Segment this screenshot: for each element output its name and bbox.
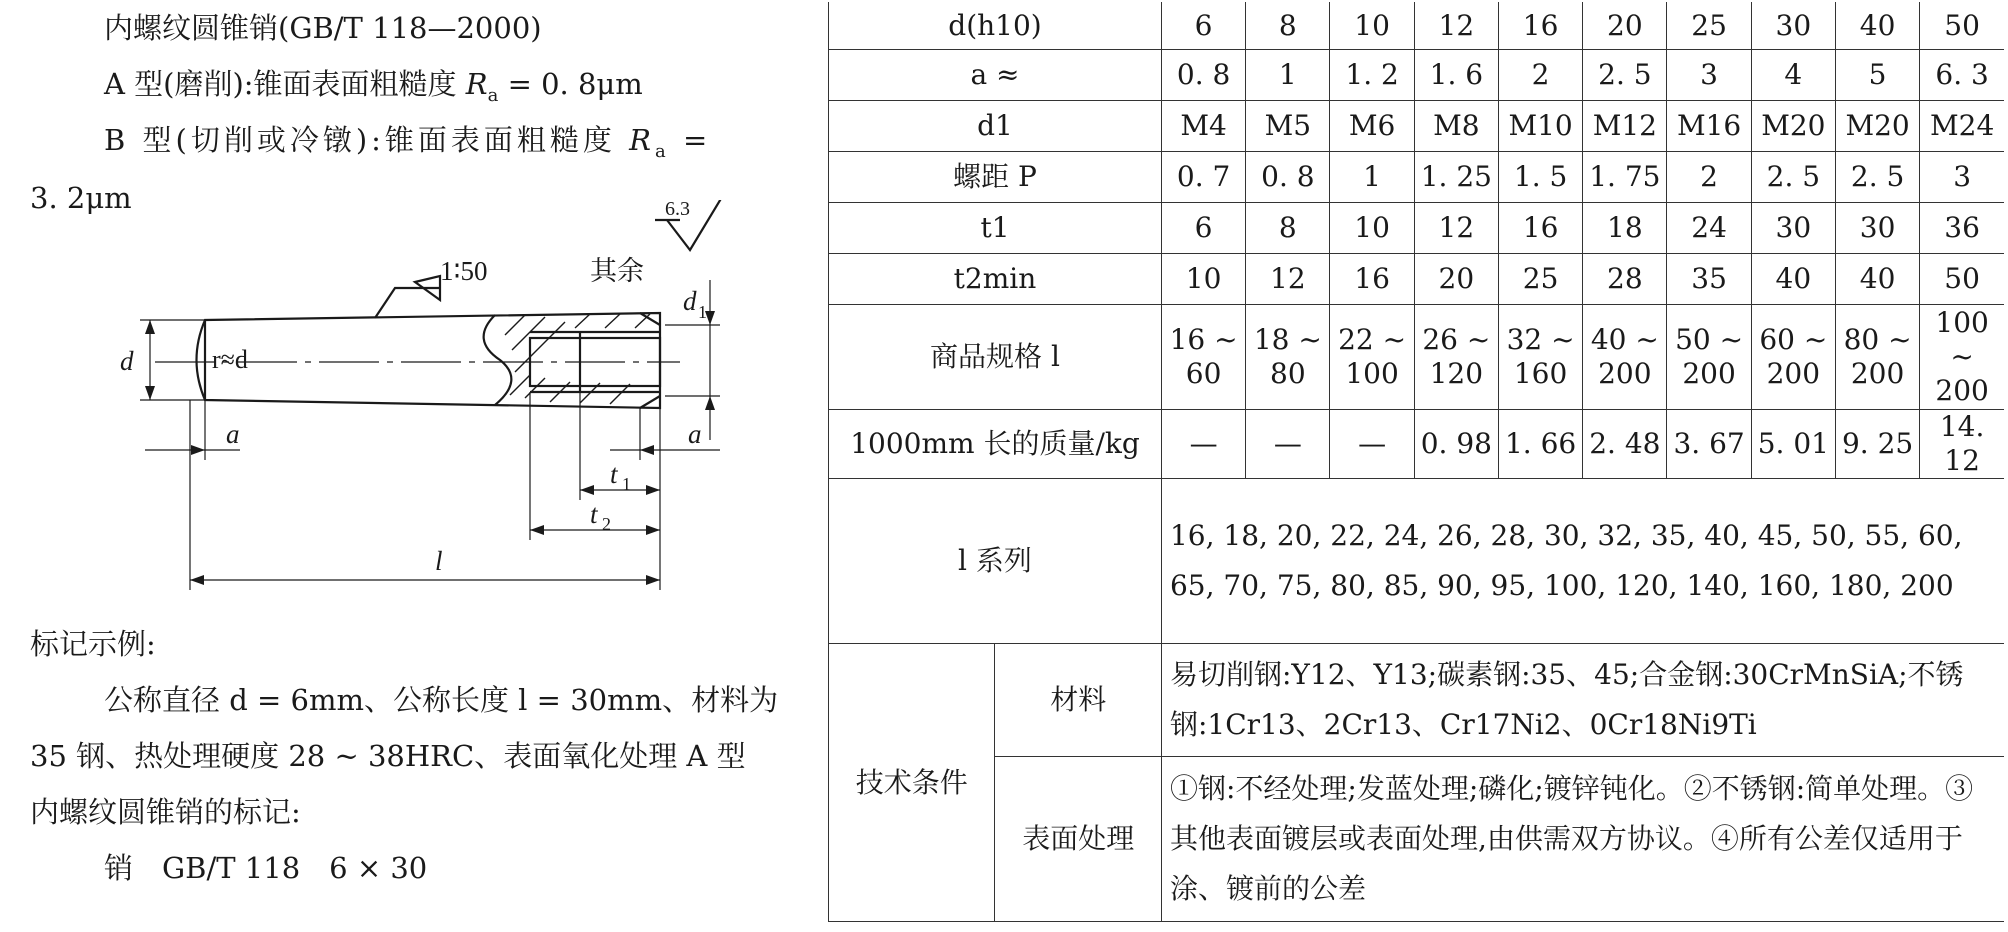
spec-cell: 5. 01	[1751, 410, 1835, 479]
spec-cell: 30	[1751, 203, 1835, 254]
spec-cell: 1. 5	[1498, 152, 1582, 203]
spec-cell: 10	[1330, 2, 1414, 50]
spec-cell: 6	[1161, 2, 1245, 50]
t1-label: t	[610, 459, 618, 489]
spec-row	[829, 305, 2005, 410]
l-series-value: 16, 18, 20, 22, 24, 26, 28, 30, 32, 35, 40, 45, 50, 55, 60, 65, 70, 75, 80, 85, 90, 95, 100, 120, 140, 160, 180, 200	[1161, 479, 2004, 644]
spec-cell: 6. 3	[1920, 50, 2004, 101]
marking-p2: 35 钢、热处理硬度 28 ~ 38HRC、表面氧化处理 A 型	[30, 739, 746, 773]
spec-cell: 100 ~ 200	[1920, 305, 2004, 410]
type-a-value: = 0. 8μm	[507, 67, 643, 101]
spec-cell: —	[1246, 410, 1330, 479]
spec-cell: M24	[1920, 101, 2004, 152]
row-label: d1	[829, 101, 1162, 152]
roughness-value: 6.3	[665, 200, 690, 220]
spec-cell: 10	[1161, 254, 1245, 305]
pin-drawing	[0, 200, 820, 620]
t2-sub: 2	[602, 514, 611, 534]
type-a-text: A 型(磨削):锥面表面粗糙度	[104, 67, 457, 101]
surface-value: ①钢:不经处理;发蓝处理;磷化;镀锌钝化。②不锈钢:简单处理。③其他表面镀层或表面处理,由供需双方协议。④所有公差仅适用于涂、镀前的公差	[1161, 757, 2004, 922]
rb-symbol: R	[629, 123, 655, 157]
t1-sub: 1	[622, 474, 631, 494]
spec-cell: 60 ~ 200	[1751, 305, 1835, 410]
spec-cell: 30	[1751, 2, 1835, 50]
d-label: d	[120, 346, 134, 376]
spec-cell: 25	[1498, 254, 1582, 305]
spec-cell: 6	[1161, 203, 1245, 254]
spec-cell: 3	[1667, 50, 1751, 101]
row-label: 螺距 P	[829, 152, 1162, 203]
material-label: 材料	[995, 644, 1161, 757]
spec-cell: 12	[1414, 203, 1498, 254]
spec-cell: 8	[1246, 2, 1330, 50]
spec-cell: 26 ~ 120	[1414, 305, 1498, 410]
spec-row	[829, 152, 2005, 203]
row-label: d(h10)	[829, 2, 1162, 50]
row-label: a ≈	[829, 50, 1162, 101]
spec-row	[829, 50, 2005, 101]
spec-cell: 0. 98	[1414, 410, 1498, 479]
spec-cell: 22 ~ 100	[1330, 305, 1414, 410]
ra-symbol: R	[465, 67, 488, 101]
marking-p1: 公称直径 d = 6mm、公称长度 l = 30mm、材料为	[104, 683, 779, 717]
spec-cell: M12	[1583, 101, 1667, 152]
spec-cell: 24	[1667, 203, 1751, 254]
spec-cell: 1. 2	[1330, 50, 1414, 101]
row-label: 1000mm 长的质量/kg	[829, 410, 1162, 479]
spec-cell: 20	[1583, 2, 1667, 50]
spec-cell: 36	[1920, 203, 2004, 254]
spec-cell: 2. 48	[1583, 410, 1667, 479]
spec-row	[829, 2, 2005, 50]
a-right-label: a	[688, 419, 702, 449]
spec-cell: 12	[1414, 2, 1498, 50]
l-label: l	[435, 546, 443, 576]
spec-cell: M10	[1498, 101, 1582, 152]
spec-cell: M20	[1751, 101, 1835, 152]
type-a-line	[104, 66, 643, 114]
spec-table	[828, 2, 2004, 922]
spec-cell: 16	[1498, 203, 1582, 254]
row-label: t1	[829, 203, 1162, 254]
spec-cell: 50	[1920, 2, 2004, 50]
spec-cell: M20	[1835, 101, 1919, 152]
spec-cell: 9. 25	[1835, 410, 1919, 479]
marking-heading: 标记示例:	[30, 627, 156, 661]
t2-label: t	[590, 499, 598, 529]
spec-cell: 5	[1835, 50, 1919, 101]
spec-cell: M6	[1330, 101, 1414, 152]
taper-label: 1∶50	[440, 256, 488, 286]
spec-cell: 2. 5	[1583, 50, 1667, 101]
spec-cell: 3. 67	[1667, 410, 1751, 479]
material-value: 易切削钢:Y12、Y13;碳素钢:35、45;合金钢:30CrMnSiA;不锈钢:1Cr13、2Cr13、Cr17Ni2、0Cr18Ni9Ti	[1161, 644, 2004, 757]
l-series-label: l 系列	[829, 479, 1162, 644]
spec-cell: 1. 66	[1498, 410, 1582, 479]
spec-cell: 2. 5	[1751, 152, 1835, 203]
a-left-label: a	[226, 419, 240, 449]
spec-cell: 16 ~ 60	[1161, 305, 1245, 410]
spec-cell: 40	[1835, 254, 1919, 305]
spec-cell: 35	[1667, 254, 1751, 305]
spec-row	[829, 254, 2005, 305]
spec-cell: 8	[1246, 203, 1330, 254]
hatching	[505, 314, 650, 404]
spec-cell: M8	[1414, 101, 1498, 152]
surface-row	[829, 757, 2005, 922]
spec-cell: 0. 7	[1161, 152, 1245, 203]
spec-cell: 18	[1583, 203, 1667, 254]
spec-cell: M16	[1667, 101, 1751, 152]
spec-cell: 16	[1498, 2, 1582, 50]
spec-cell: 1	[1246, 50, 1330, 101]
left-panel	[0, 0, 820, 932]
spec-cell: 1. 75	[1583, 152, 1667, 203]
spec-cell: 25	[1667, 2, 1751, 50]
type-b-cont: 3. 2μm	[30, 181, 132, 215]
radius-label: r≈d	[212, 345, 248, 374]
spec-cell: 28	[1583, 254, 1667, 305]
spec-cell: 0. 8	[1161, 50, 1245, 101]
row-label: t2min	[829, 254, 1162, 305]
spec-cell: 16	[1330, 254, 1414, 305]
surface-label: 表面处理	[995, 757, 1161, 922]
marking-p3: 内螺纹圆锥销的标记:	[30, 795, 301, 829]
spec-cell: 0. 8	[1246, 152, 1330, 203]
material-row	[829, 644, 2005, 757]
spec-row	[829, 101, 2005, 152]
spec-row	[829, 410, 2005, 479]
rest-label: 其余	[590, 256, 644, 286]
spec-cell: 2. 5	[1835, 152, 1919, 203]
spec-cell: 2	[1667, 152, 1751, 203]
spec-cell: 1. 6	[1414, 50, 1498, 101]
spec-cell: 40 ~ 200	[1583, 305, 1667, 410]
spec-cell: 2	[1498, 50, 1582, 101]
spec-cell: 40	[1751, 254, 1835, 305]
d1-sub: 1	[698, 302, 707, 322]
spec-cell: 10	[1330, 203, 1414, 254]
rb-subscript: a	[655, 140, 670, 162]
spec-row	[829, 203, 2005, 254]
l-series-row	[829, 479, 2005, 644]
spec-cell: 14. 12	[1920, 410, 2004, 479]
marking-example: 销 GB/T 118 6 × 30	[104, 851, 428, 885]
spec-cell: 80 ~ 200	[1835, 305, 1919, 410]
spec-cell: —	[1161, 410, 1245, 479]
spec-cell: 1	[1330, 152, 1414, 203]
ra-subscript: a	[487, 84, 499, 106]
spec-cell: 30	[1835, 203, 1919, 254]
break-line	[484, 315, 512, 405]
row-label: 商品规格 l	[829, 305, 1162, 410]
spec-cell: 40	[1835, 2, 1919, 50]
tech-label: 技术条件	[829, 644, 995, 922]
spec-cell: 4	[1751, 50, 1835, 101]
standard-title: 内螺纹圆锥销(GB/T 118—2000)	[104, 11, 542, 45]
spec-cell: 18 ~ 80	[1246, 305, 1330, 410]
spec-cell: M4	[1161, 101, 1245, 152]
type-b-line	[104, 122, 711, 170]
spec-cell: M5	[1246, 101, 1330, 152]
spec-cell: 1. 25	[1414, 152, 1498, 203]
pin-outline	[197, 313, 661, 408]
type-b-text: B 型(切削或冷镦):锥面表面粗糙度	[104, 123, 616, 157]
spec-cell: 12	[1246, 254, 1330, 305]
spec-cell: 32 ~ 160	[1498, 305, 1582, 410]
spec-cell: 50 ~ 200	[1667, 305, 1751, 410]
spec-cell: 20	[1414, 254, 1498, 305]
d1-label: d	[683, 286, 697, 316]
type-b-value: =	[682, 123, 712, 157]
spec-cell: —	[1330, 410, 1414, 479]
spec-cell: 50	[1920, 254, 2004, 305]
spec-cell: 3	[1920, 152, 2004, 203]
